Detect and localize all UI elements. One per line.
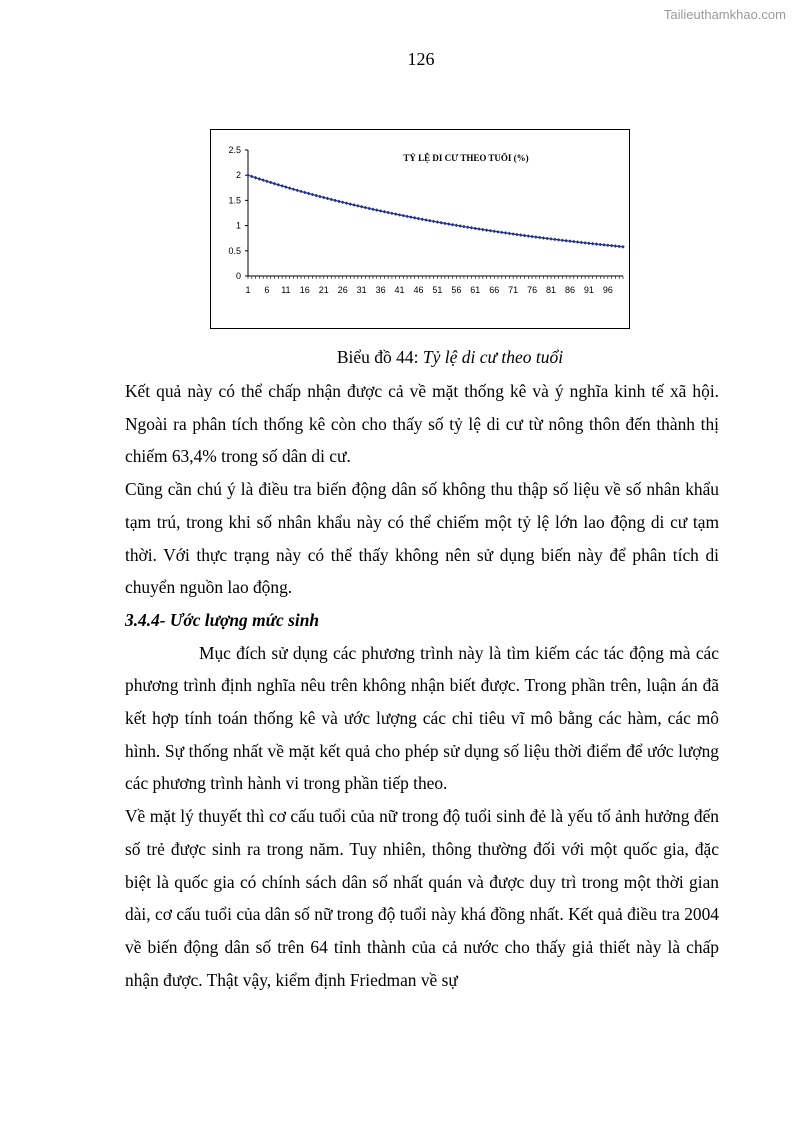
data-point	[523, 234, 527, 238]
data-point	[261, 178, 265, 182]
data-point	[352, 203, 356, 207]
x-tick-label: 6	[264, 285, 270, 295]
data-point	[598, 243, 602, 247]
data-point	[595, 242, 599, 246]
data-point	[322, 196, 326, 200]
x-tick-label: 56	[451, 285, 462, 295]
page-number: 126	[407, 49, 435, 69]
data-point	[280, 184, 284, 188]
x-tick-label: 26	[337, 285, 348, 295]
data-point	[576, 240, 580, 244]
x-tick-label: 71	[508, 285, 519, 295]
x-tick-label: 41	[394, 285, 405, 295]
data-point	[394, 212, 398, 216]
data-point	[621, 245, 625, 249]
data-point	[390, 212, 394, 216]
data-point	[511, 232, 515, 236]
data-point	[367, 207, 371, 211]
x-tick-label: 21	[318, 285, 329, 295]
data-point	[580, 241, 584, 245]
caption-title: Tỷ lệ di cư theo tuổi	[422, 347, 564, 367]
data-point	[447, 222, 451, 226]
data-point	[466, 225, 470, 229]
data-point	[311, 193, 315, 197]
figure-caption	[0, 347, 794, 368]
paragraph-3: Mục đích sử dụng các phương trình này là tìm kiếm các tác động mà các phương trình định nghĩa nêu trên không nhận biết được. Trong phần trên, luận án đã kết hợp tính toán thống kê và ước lượng các chỉ tiêu vĩ mô bằng các hàm, các mô hình. Sự thống nhất về mặt kết quả cho phép sử dụng số liệu thời điểm để ước lượng các phương trình hành vi trong phần tiếp theo.	[125, 642, 719, 794]
data-point	[420, 217, 424, 221]
caption-prefix: Biểu đồ 44:	[336, 347, 423, 367]
data-point	[379, 209, 383, 213]
data-point	[254, 176, 258, 180]
series-line	[248, 175, 623, 247]
x-tick-label: 46	[413, 285, 424, 295]
data-point	[345, 201, 349, 205]
data-point	[568, 239, 572, 243]
data-point	[473, 227, 477, 231]
data-point	[356, 204, 360, 208]
data-point	[443, 222, 447, 226]
x-tick-label: 16	[299, 285, 310, 295]
data-point	[341, 200, 345, 204]
data-point	[375, 208, 379, 212]
data-point	[606, 243, 610, 247]
data-point	[439, 221, 443, 225]
data-point	[500, 231, 504, 235]
chart-title: TỶ LỆ DI CƯ THEO TUỔI (%)	[403, 153, 529, 163]
data-point	[269, 181, 273, 185]
data-point	[284, 185, 288, 189]
data-point	[545, 237, 549, 241]
x-tick-label: 51	[432, 285, 443, 295]
data-point	[470, 226, 474, 230]
data-point	[314, 194, 318, 198]
data-point	[519, 233, 523, 237]
section-heading: 3.4.4- Ước lượng mức sinh	[125, 609, 320, 630]
data-point	[492, 229, 496, 233]
chart-container	[210, 129, 630, 329]
data-point	[610, 244, 614, 248]
data-point	[303, 191, 307, 195]
data-point	[538, 236, 542, 240]
y-tick-label: 1.5	[228, 195, 241, 206]
y-tick-label: 1	[235, 220, 241, 231]
data-point	[455, 224, 459, 228]
watermark: Tailieuthamkhao.com	[663, 7, 786, 22]
data-point	[330, 198, 334, 202]
data-point	[417, 217, 421, 221]
data-point	[398, 213, 402, 217]
data-point	[527, 234, 531, 238]
data-point	[383, 210, 387, 214]
x-tick-label: 81	[546, 285, 557, 295]
data-point	[485, 228, 489, 232]
data-point	[530, 235, 534, 239]
data-point	[451, 223, 455, 227]
data-point	[587, 241, 591, 245]
data-point	[458, 224, 462, 228]
data-point	[364, 206, 368, 210]
x-tick-label: 66	[489, 285, 500, 295]
paragraph-2: Cũng cần chú ý là điều tra biến động dân số không thu thập số liệu về số nhân khẩu tạm trú, trong khi số nhân khẩu này có thể chiếm một tỷ lệ lớn lao động di cư tạm thời. Với thực trạng này có thể thấy không nên sử dụng biến này để phân tích di chuyển nguồn lao động.	[125, 479, 719, 598]
x-tick-label: 91	[583, 285, 594, 295]
data-point	[549, 237, 553, 241]
x-tick-label: 31	[356, 285, 367, 295]
data-point	[617, 245, 621, 249]
data-point	[591, 242, 595, 246]
data-point	[462, 225, 466, 229]
data-point	[273, 182, 277, 186]
data-point	[614, 244, 618, 248]
data-point	[277, 183, 281, 187]
x-tick-label: 36	[375, 285, 386, 295]
paragraph-4: Về mặt lý thuyết thì cơ cấu tuổi của nữ trong độ tuổi sinh đẻ là yếu tố ảnh hưởng đến số trẻ được sinh ra trong năm. Tuy nhiên, thông thường đối với một quốc gia, đặc biệt là quốc gia có chính sách dân số nhất quán và được duy trì trong một thời gian dài, cơ cấu tuổi của dân số nữ trong độ tuổi này khá đồng nhất. Kết quả điều tra 2004 về biến động dân số trên 64 tỉnh thành của cả nước cho thấy giả thiết này là chấp nhận được. Thật vậy, kiểm định Friedman về sự	[125, 806, 719, 990]
data-point	[326, 197, 330, 201]
data-point	[337, 200, 341, 204]
data-point	[333, 199, 337, 203]
data-point	[265, 180, 269, 184]
data-point	[292, 187, 296, 191]
data-point	[504, 231, 508, 235]
y-tick-label: 0	[235, 271, 241, 281]
data-point	[405, 215, 409, 219]
x-tick-label: 61	[470, 285, 481, 295]
data-point	[318, 195, 322, 199]
data-point	[295, 189, 299, 193]
data-point	[432, 220, 436, 224]
data-point	[557, 238, 561, 242]
x-tick-label: 76	[527, 285, 538, 295]
data-point	[307, 192, 311, 196]
data-point	[515, 233, 519, 237]
data-point	[360, 205, 364, 209]
data-point	[413, 216, 417, 220]
data-point	[508, 232, 512, 236]
data-point	[542, 236, 546, 240]
data-point	[561, 238, 565, 242]
data-point	[496, 230, 500, 234]
data-point	[246, 173, 250, 177]
x-tick-label: 96	[602, 285, 613, 295]
data-point	[288, 186, 292, 190]
y-tick-label: 2	[235, 170, 241, 181]
data-point	[386, 211, 390, 215]
paragraph-1: Kết quả này có thể chấp nhận được cả về mặt thống kê và ý nghĩa kinh tế xã hội. Ngoài ra phân tích thống kê còn cho thấy số tỷ lệ di cư từ nông thôn đến thành thị chiếm 63,4% trong số dân di cư.	[125, 381, 719, 467]
data-point	[583, 241, 587, 245]
migration-rate-chart	[211, 130, 631, 330]
data-point	[489, 229, 493, 233]
data-point	[424, 218, 428, 222]
data-point	[250, 175, 254, 179]
data-point	[481, 228, 485, 232]
data-point	[428, 219, 432, 223]
data-point	[553, 238, 557, 242]
data-point	[402, 214, 406, 218]
x-tick-label: 1	[245, 285, 251, 295]
x-tick-label: 86	[564, 285, 575, 295]
data-point	[348, 202, 352, 206]
data-point	[409, 215, 413, 219]
y-tick-label: 2.5	[228, 145, 241, 155]
data-point	[602, 243, 606, 247]
data-point	[436, 220, 440, 224]
data-point	[299, 190, 303, 194]
data-point	[572, 240, 576, 244]
x-tick-label: 11	[281, 285, 291, 295]
data-point	[371, 207, 375, 211]
data-point	[258, 177, 262, 181]
y-tick-label: 0.5	[228, 245, 241, 256]
data-point	[477, 227, 481, 231]
body-text	[125, 375, 719, 996]
data-point	[534, 235, 538, 239]
data-point	[564, 239, 568, 243]
